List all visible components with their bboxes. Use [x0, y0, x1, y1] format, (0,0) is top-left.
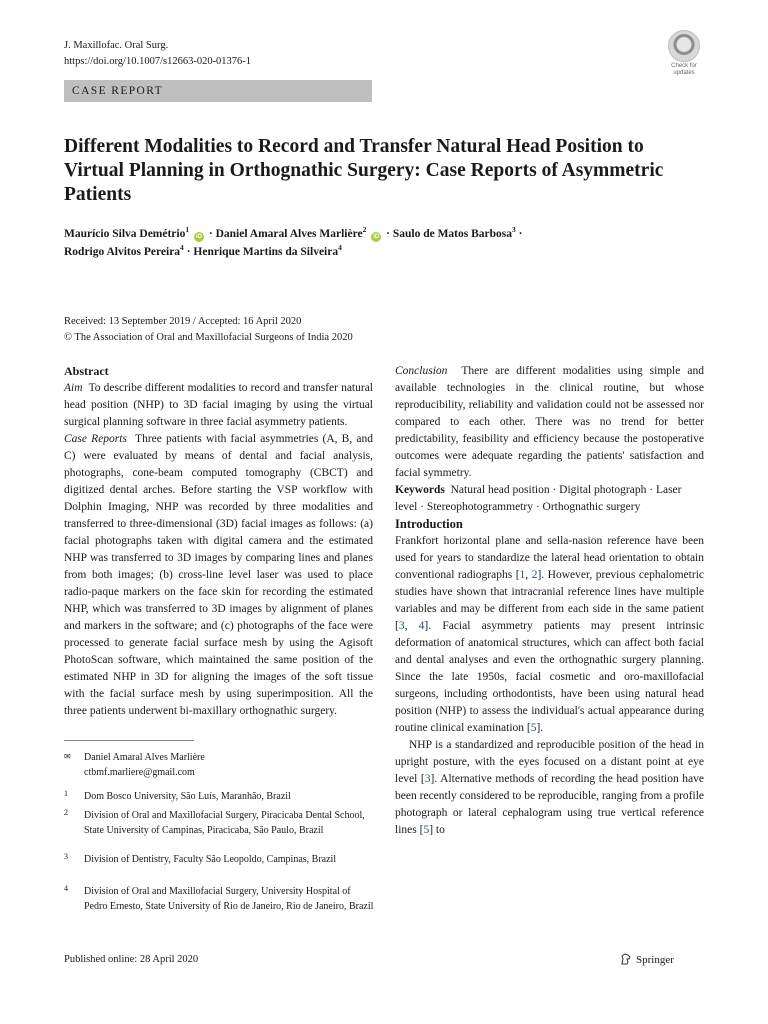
- affiliation-item: 4 Division of Oral and Maxillofacial Surgery, University Hospital of Pedro Ernesto, State University of Rio de Janeiro, Rio de Janeiro, Brazil: [64, 884, 374, 912]
- footnote-divider: [64, 740, 194, 741]
- citation-link[interactable]: 3: [398, 620, 405, 632]
- abstract-heading: Abstract: [64, 364, 109, 378]
- author-affiliation-marker: 2: [362, 225, 367, 234]
- article-title: Different Modalities to Record and Transfer Natural Head Position to Virtual Planning in Orthognathic Surgery: Case Reports of Asymmetric Patients: [64, 136, 664, 205]
- author-affiliation-marker: 1: [185, 225, 190, 234]
- introduction-heading: Introduction: [395, 517, 463, 531]
- author-name[interactable]: Henrique Martins da Silveira: [193, 246, 339, 258]
- citation-link[interactable]: 4: [418, 620, 425, 632]
- received-accepted-dates: Received: 13 September 2019 / Accepted: 16 April 2020: [64, 316, 302, 327]
- intro-paragraph-1: Frankfort horizontal plane and sella-nasion reference have been used for years to standardize the lateral head orientation to obtain conventional radiographs [1, 2]. However, previous cephalometric studies have shown that intracranial reference lines have multiple variables and may be different from each side in the same patient [3, 4]. Facial asymmetry patients may present intrinsic deformation of anatomical structures, which can affect both facial and dental analyses and even the orthognathic surgery planning. Since the late 1950s, facial cosmetic and oro-maxillofacial surgeons, including orthodontists, have been using natural head position (NHP) to assess the individual's actual appearance during routine clinical examination [5].: [395, 535, 704, 734]
- doi-link[interactable]: https://doi.org/10.1007/s12663-020-01376-1: [64, 56, 252, 67]
- author-list: Maurício Silva Demétrio$^1$ iD · Daniel Amaral Alves Marlière$^2$ iD · Saulo de Matos Barbosa$^3$ · Rodrigo Alvitos Pereira$^4$ · Henrique Martins da Silveira$^4$: [64, 225, 523, 258]
- publisher-name: Springer: [636, 954, 674, 966]
- intro-paragraph-2: NHP is a standardized and reproducible position of the head in upright posture, with the eyes focused on a distant point at eye level [3]. Alternative methods of recording the head position have been recently considered to be reproducible, ranging from a profile photograph or lateral cephalogram using true vertical reference lines [5] to: [395, 739, 704, 836]
- corresponding-author-note: [64, 750, 374, 782]
- orcid-icon[interactable]: iD: [195, 234, 202, 240]
- author-name[interactable]: Maurício Silva Demétrio: [64, 228, 186, 240]
- left-column: [64, 363, 373, 720]
- citation-link[interactable]: 3: [424, 773, 431, 785]
- author-name[interactable]: Rodrigo Alvitos Pereira: [64, 246, 181, 258]
- author-affiliation-marker: 4: [338, 243, 342, 252]
- citation-link[interactable]: 2: [531, 569, 538, 581]
- journal-name: J. Maxillofac. Oral Surg.: [64, 40, 169, 51]
- journal-header: [64, 38, 251, 70]
- author-affiliation-marker: 3: [512, 225, 516, 234]
- springer-horse-icon: [620, 953, 632, 965]
- citation-link[interactable]: 1: [519, 569, 526, 581]
- envelope-icon: ✉: [64, 752, 71, 761]
- author-affiliation-marker: 4: [180, 243, 184, 252]
- check-updates-icon: [668, 30, 700, 62]
- abstract-conclusion: Conclusion There are different modalities using simple and available technologies in the clinical routine, but whose reproducibility, reliability and validation could not be assessed nor compared to each other. There was no trend for better predictability, feasibility and efficiency because the postoperative outcomes were adequate regarding the patients' satisfaction and facial symmetry.: [395, 365, 704, 479]
- right-column: [395, 363, 704, 839]
- abstract-case-reports: Case Reports Three patients with facial asymmetries (A, B, and C) were evaluated by means of dental and facial analysis, photographs, cone-beam computed tomography (CBCT) and digitized dental arches. Before starting the VSP workflow with Dolphin Imaging, NHP was recorded by three modalities and transferred to three-dimensional (3D) facial images as follows: (a) facial photographs taken with digital camera and the estimated NHP was transferred to 3D images by comparing lines and planes from both images; (b) cross-line level laser was used to place radio-paque markers on the face skin for recording the estimated NHP, which was transferred to 3D images by alignment of planes and markers in the software; and (c) photographs of the face were processed to generate facial surface mesh by using the Agisoft PhotoScan software, which maintained the same position of the estimated NHP in 3D for aligning the images of the soft tissue with the facial surface mesh by using superimposition. All the three patients underwent bi-maxillary orthognathic surgery.: [64, 433, 373, 717]
- corresponding-author-email[interactable]: ctbmf.marliere@gmail.com: [84, 767, 195, 778]
- citation-link[interactable]: 5: [423, 824, 430, 836]
- affiliation-item: 3 Division of Dentistry, Faculty São Leopoldo, Campinas, Brazil: [64, 852, 337, 865]
- check-updates-label: Check for updates: [671, 63, 697, 76]
- copyright-line: © The Association of Oral and Maxillofacial Surgeons of India 2020: [64, 332, 353, 343]
- author-name[interactable]: Daniel Amaral Alves Marlière: [215, 228, 363, 240]
- dates-block: [64, 314, 353, 346]
- section-banner: CASE REPORT: [64, 80, 372, 102]
- abstract-aim: Aim To describe different modalities to record and transfer natural head position (NHP) to 3D facial imaging by using the virtual surgical planning software in three facial asymmetry patients.: [64, 382, 373, 428]
- citation-link[interactable]: 5: [530, 722, 537, 734]
- affiliation-item: 2 Division of Oral and Maxillofacial Surgery, Piracicaba Dental School, State University of Campinas, Piracicaba, São Paulo, Brazil: [64, 808, 365, 836]
- author-name[interactable]: Saulo de Matos Barbosa: [392, 228, 512, 240]
- corresponding-author-name: Daniel Amaral Alves Marlière: [84, 752, 205, 763]
- check-for-updates-badge[interactable]: [664, 30, 704, 77]
- affiliation-item: 1 Dom Bosco University, São Luís, Maranhão, Brazil: [64, 789, 291, 802]
- keywords: Keywords Natural head position · Digital photograph · Laser level · Stereophotogrammetry · Orthognathic surgery: [395, 484, 682, 513]
- published-online: Published online: 28 April 2020: [64, 954, 199, 965]
- orcid-icon[interactable]: iD: [373, 234, 380, 240]
- publisher-mark: [620, 952, 674, 968]
